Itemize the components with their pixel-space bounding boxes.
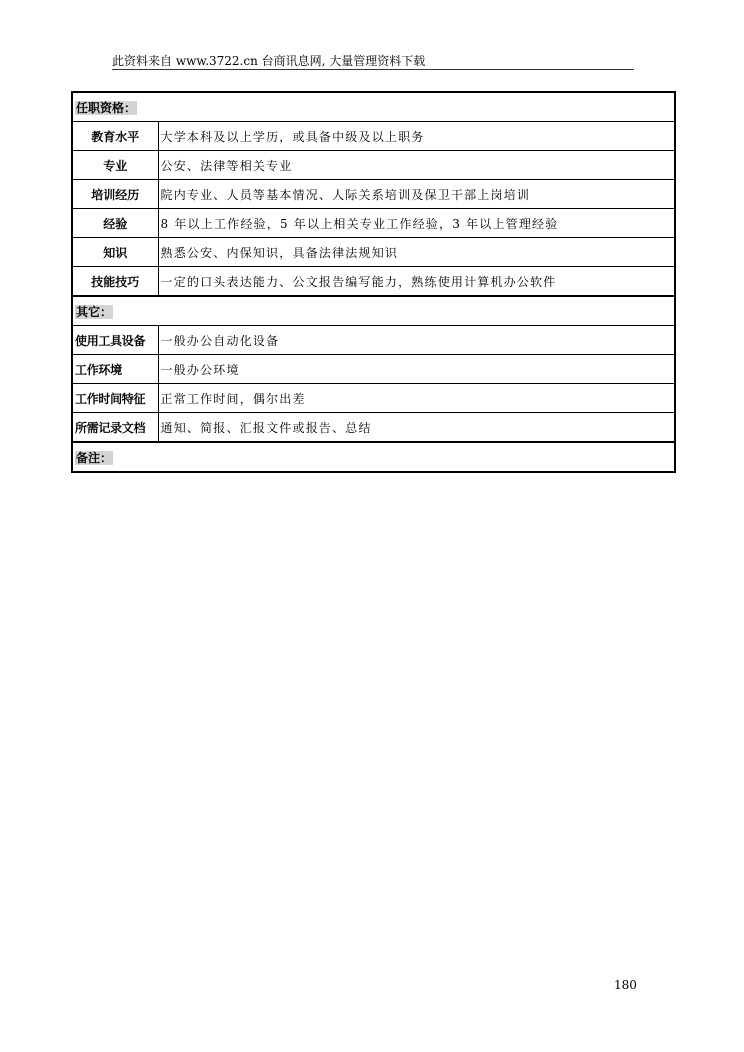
header-rule bbox=[112, 69, 634, 70]
row-label: 所需记录文档 bbox=[72, 413, 158, 443]
table-row bbox=[72, 384, 675, 413]
section-title-remarks: 备注： bbox=[72, 442, 675, 472]
row-value: 院内专业、人员等基本情况、人际关系培训及保卫干部上岗培训 bbox=[158, 180, 675, 209]
table-row bbox=[72, 355, 675, 384]
job-spec-table bbox=[71, 91, 676, 473]
row-label: 工作环境 bbox=[72, 355, 158, 384]
section-row-remarks bbox=[72, 442, 675, 472]
table-row bbox=[72, 209, 675, 238]
section-title-qualifications: 任职资格： bbox=[72, 92, 675, 122]
row-value: 正常工作时间，偶尔出差 bbox=[158, 384, 675, 413]
row-label: 知识 bbox=[72, 238, 158, 267]
row-label: 工作时间特征 bbox=[72, 384, 158, 413]
table-row bbox=[72, 413, 675, 443]
row-label: 培训经历 bbox=[72, 180, 158, 209]
section-row-other bbox=[72, 296, 675, 326]
row-value: 熟悉公安、内保知识，具备法律法规知识 bbox=[158, 238, 675, 267]
row-label: 专业 bbox=[72, 151, 158, 180]
row-label: 使用工具设备 bbox=[72, 326, 158, 355]
row-value: 公安、法律等相关专业 bbox=[158, 151, 675, 180]
row-value: 8 年以上工作经验，5 年以上相关专业工作经验，3 年以上管理经验 bbox=[158, 209, 675, 238]
row-value: 通知、简报、汇报文件或报告、总结 bbox=[158, 413, 675, 443]
table-row bbox=[72, 122, 675, 151]
page-number: 180 bbox=[614, 978, 637, 992]
table-row bbox=[72, 326, 675, 355]
page-header-text: 此资料来自 www.3722.cn 台商讯息网, 大量管理资料下载 bbox=[112, 54, 426, 68]
table-row bbox=[72, 180, 675, 209]
table-row bbox=[72, 267, 675, 297]
table-row bbox=[72, 238, 675, 267]
row-value: 一般办公自动化设备 bbox=[158, 326, 675, 355]
row-value: 一般办公环境 bbox=[158, 355, 675, 384]
row-value: 一定的口头表达能力、公文报告编写能力，熟练使用计算机办公软件 bbox=[158, 267, 675, 297]
row-label: 经验 bbox=[72, 209, 158, 238]
section-row-qualifications bbox=[72, 92, 675, 122]
section-title-other: 其它： bbox=[72, 296, 675, 326]
row-value: 大学本科及以上学历，或具备中级及以上职务 bbox=[158, 122, 675, 151]
row-label: 教育水平 bbox=[72, 122, 158, 151]
table-row bbox=[72, 151, 675, 180]
row-label: 技能技巧 bbox=[72, 267, 158, 297]
